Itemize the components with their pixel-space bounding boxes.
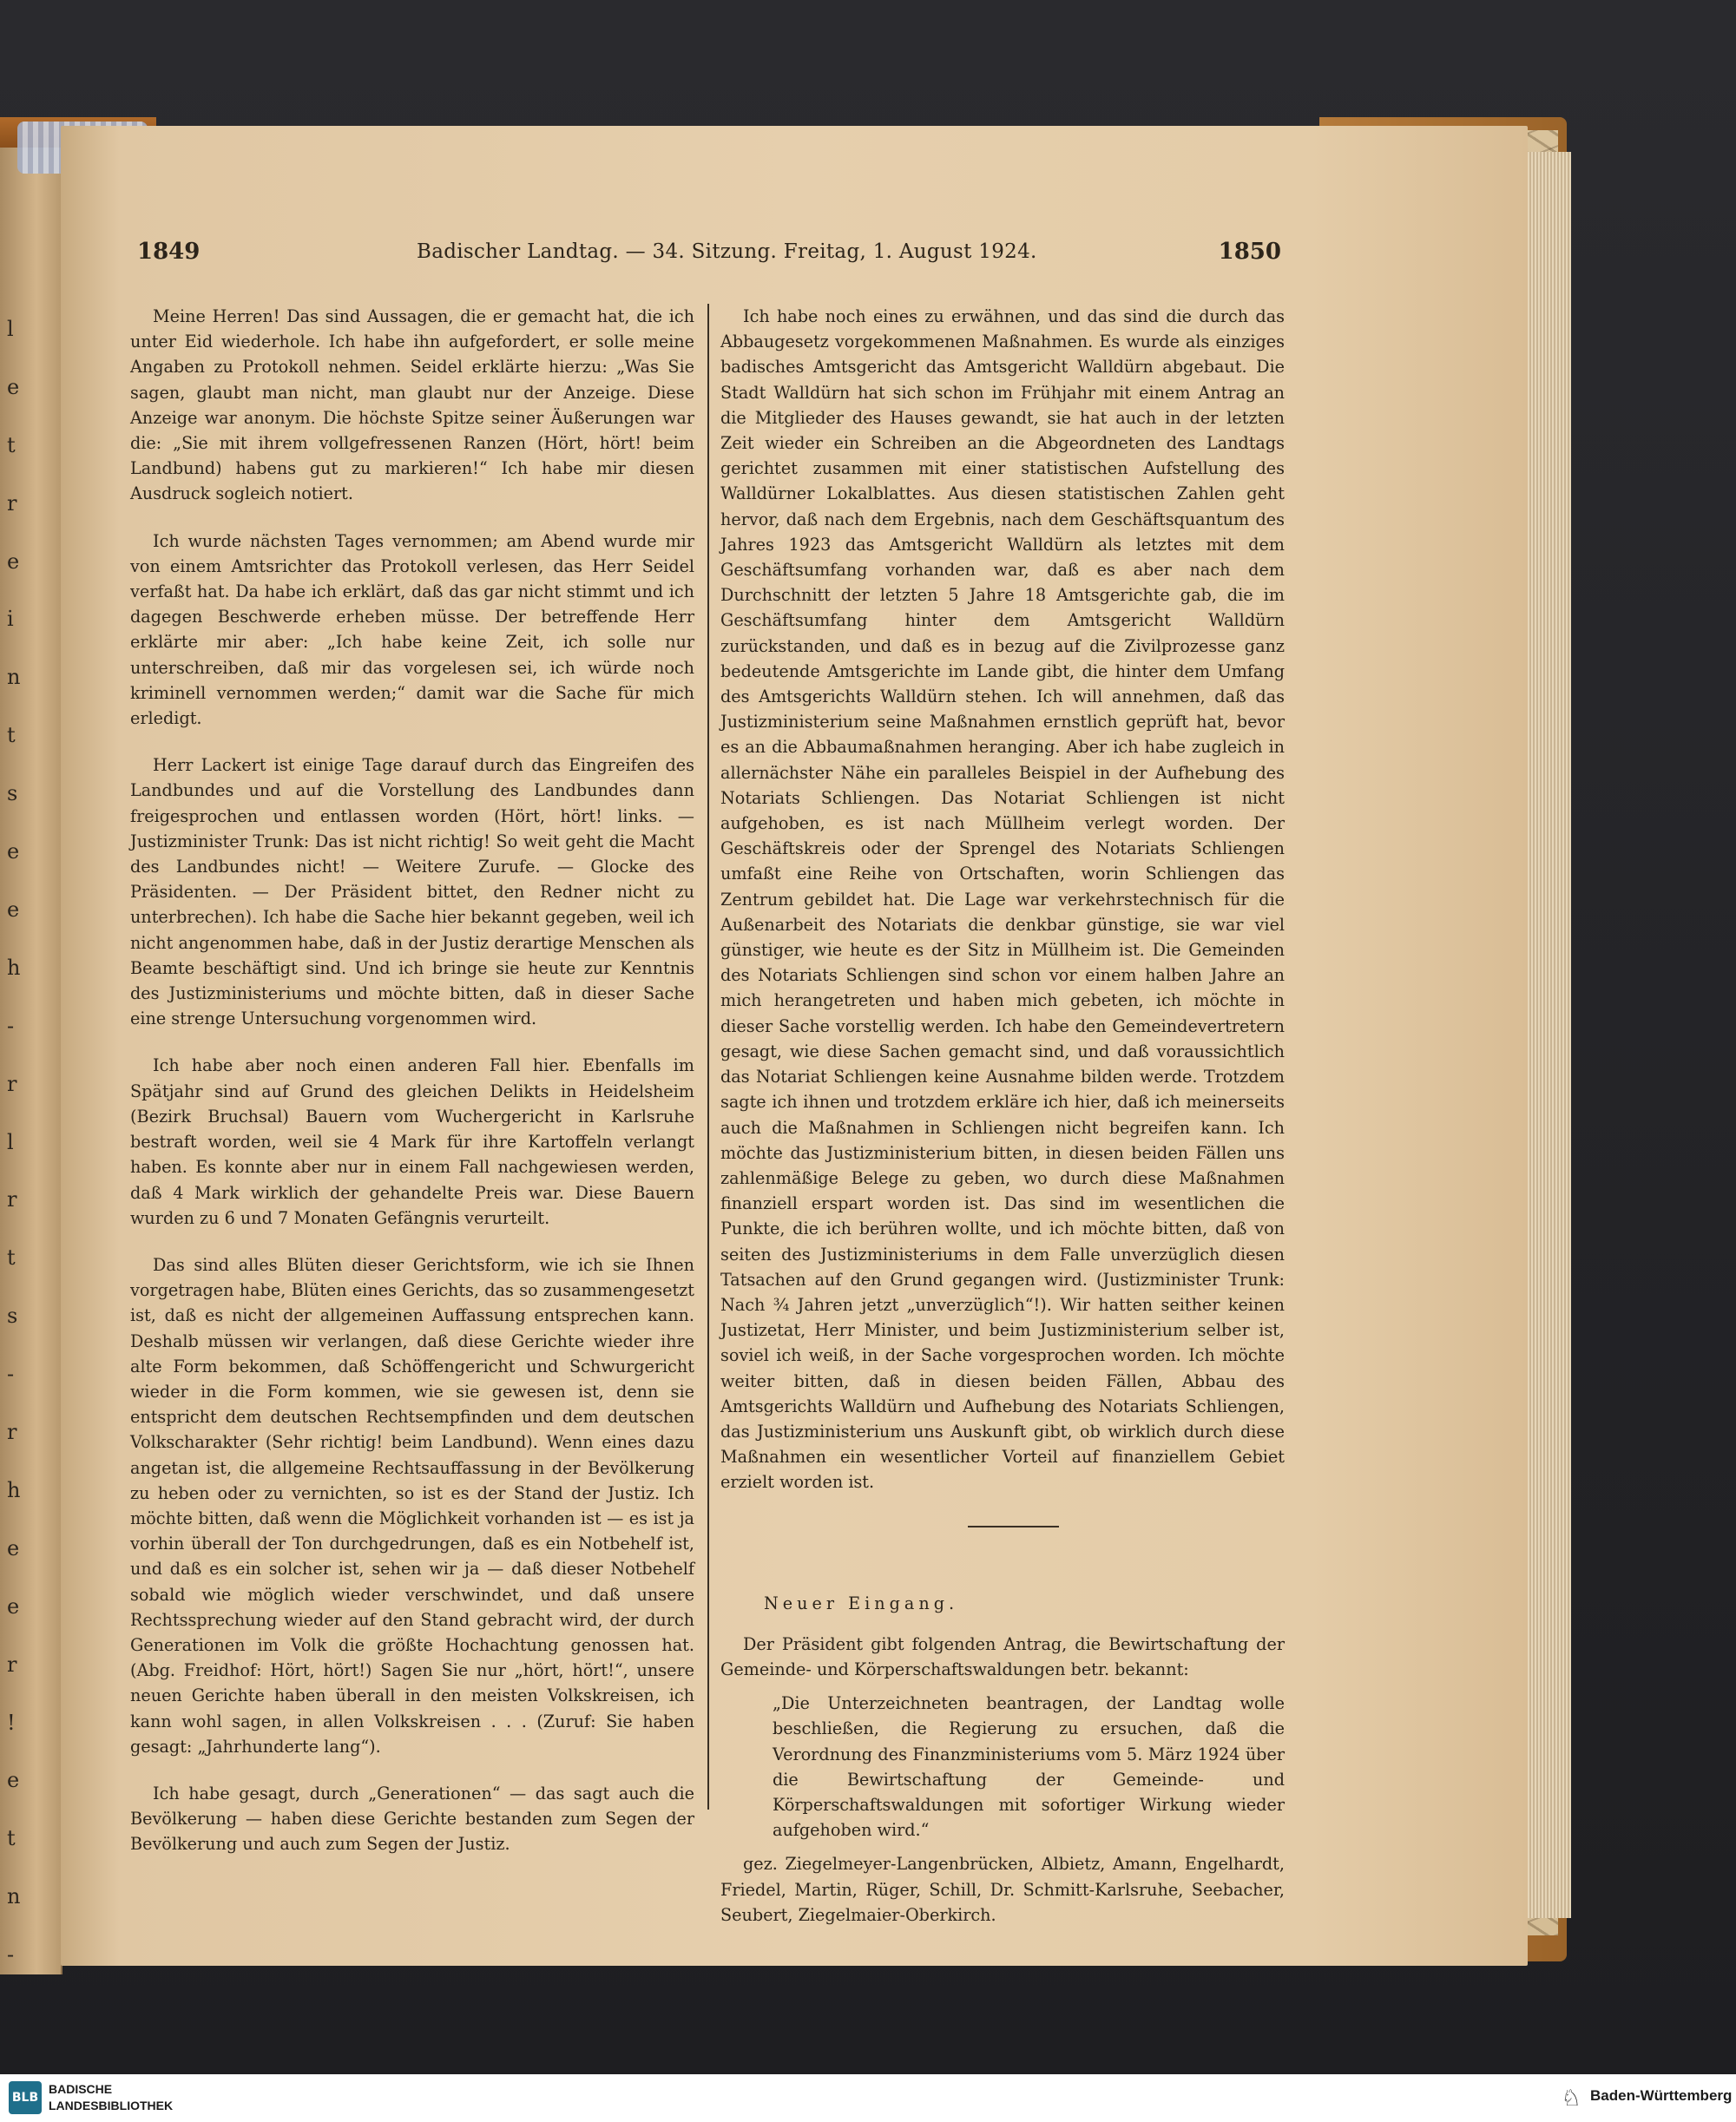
facing-page-fragment: e (7, 1768, 20, 1793)
section-heading: Neuer Eingang. (764, 1593, 959, 1613)
paragraph: Ich habe aber noch einen anderen Fall hier. Ebenfalls im Spätjahr sind auf Grund des gleichen Delikts in Heidelsheim (Bezirk Bruchsal) Bauern vom Wuchergericht in Karlsruhe bestraft worden, weil sie 4 Mark für ihre Kartoffeln verlangt haben. Es konnte aber nur in einem Fall nachgewiesen werden, daß 4 Mark wirklich der gehandelte Preis war. Diese Bauern wurden zu 6 und 7 Monaten Gefängnis verurteilt. (130, 1055, 694, 1228)
page-number-right: 1850 (1218, 239, 1281, 265)
paragraph: Der Präsident gibt folgenden Antrag, die Bewirtschaftung der Gemeinde- und Körperschaftswaldungen betr. bekannt: (720, 1633, 1285, 1679)
paragraph: Ich habe noch eines zu erwähnen, und das sind die durch das Abbaugesetz vorgekommenen Maßnahmen. Es wurde als einziges badisches Amtsgericht das Amtsgericht Walldürn abgebaut. Die Stadt Walldürn hat sich schon im Frühjahr mit einem Antrag an die Mitglieder des Hauses gewandt, sie hat auch in der letzten Zeit wieder ein Schreiben an die Abgeordneten des Landtags gerichtet zusammen mit einer statistischen Aufstellung des Walldürner Lokalblattes. Aus diesen statistischen Zahlen geht hervor, daß nach dem Ergebnis, nach dem Geschäftsquantum des Jahres 1923 das Amtsgericht Walldürn als letztes mit dem Geschäftsumfang vorhanden war, daß es aber nach dem Durchschnitt der letzten 5 Jahre 18 Amtsgerichte gab, die im Geschäftsumfang hinter dem Amtsgericht Walldürn zurückstanden, und daß es in bezug auf die Zivilprozesse ganz bedeutende Amtsgerichte im Lande gibt, die hinter dem Umfang des Amtsgerichts Walldürn stehen. Ich will annehmen, daß das Justizministerium seine Maßnahmen ernstlich geprüft hat, bevor es an die Abbaumaßnahmen heranging. Aber ich habe zugleich in allernächster Nähe ein paralleles Beispiel in der Aufhebung des Notariats Schliengen. Das Notariat Schliengen ist nicht aufgehoben, es ist nach Müllheim verlegt worden. Der Geschäftskreis oder der Sprengel des Notariats Schliengen umfaßt eine Reihe von Ortschaften, worin Schliengen das Zentrum gebildet hat. Die Lage war verkehrstechnisch für die Außenarbeit des Notariats die denkbar günstige, sie war viel günstiger, wie heute es der Sitz in Müllheim ist. Die Gemeinden des Notariats Schliengen sind schon vor einem halben Jahre an mich herangetreten und haben mich gebeten, ich möchte in dieser Sache vorstellig werden. Ich habe den Gemeindevertretern gesagt, wie diese Sachen gemacht sind, und daß voraussichtlich das Notariat Schliengen keine Ausnahme bilden werde. Trotzdem sagte ich ihnen und trotzdem erkläre ich hier, daß ich meinerseits auch die Maßnahmen in Schliengen nicht begreifen kann. Ich möchte das Justizministerium bitten, in diesen beiden Fällen uns zahlenmäßige Belege zu geben, wo durch diese Maßnahmen finanziell erspart worden ist. Das sind im wesentlichen die Punkte, die ich berühren wollte, und ich möchte bitten, daß von seiten des Justizministeriums in dem Falle unverzüglich diesen Tatsachen auf den Grund gegangen wird. (Justizminister Trunk: Nach ¾ Jahren jetzt „unverzüglich“!). Wir hatten seither keinen Justizetat, Herr Minister, und beim Justizministerium selber ist, soviel ich weiß, in der Sache vorgesprochen worden. Ich möchte weiter bitten, daß in diesen beiden Fällen, Abbau des Amtsgerichts Walldürn und Aufhebung des Notariats Schliengen, das Justizministerium uns Auskunft gibt, ob wirklich durch diese Maßnahmen ein wesentlicher Vorteil auf finanziellem Gebiet erzielt worden ist. (720, 306, 1285, 1493)
facing-page-fragment: r (7, 1071, 17, 1096)
facing-page-fragment: ! (7, 1710, 16, 1735)
facing-page-fragment: e (7, 897, 20, 922)
paragraph: Meine Herren! Das sind Aussagen, die er gemacht hat, die ich unter Eid wiederhole. Ich habe ihn aufgefordert, er solle meine Angaben zu Protokoll nehmen. Seidel erklärte hierzu: „Was Sie sagen, glaubt man nicht, man glaubt nur der Anzeige. Diese Anzeige war anonym. Die höchste Spitze seiner Äußerungen war die: „Sie mit ihrem vollgefressenen Ranzen (Hört, hört! beim Landbund) habens gut zu markieren!“ Ich habe mir diesen Ausdruck sogleich notiert. (130, 306, 694, 504)
paragraph: Ich habe gesagt, durch „Generationen“ — das sagt auch die Bevölkerung — haben diese Gerichte bestanden zum Segen der Bevölkerung und auch zum Segen der Justiz. (130, 1783, 694, 1855)
signatories: gez. Ziegelmeyer-Langenbrücken, Albietz, Amann, Engelhardt, Friedel, Martin, Rüger, Schill, Dr. Schmitt-Karlsruhe, Seebacher, Seubert, Ziegelmaier-Oberkirch. (720, 1854, 1285, 1925)
facing-page-fragment: r (7, 1652, 17, 1677)
facing-page-fragment: t (7, 1245, 16, 1271)
facing-page-fragment: e (7, 374, 20, 399)
running-title: Badischer Landtag. — 34. Sitzung. Freitag, 1. August 1924. (417, 240, 1037, 263)
facing-page-fragment: e (7, 1535, 20, 1560)
facing-page-fragment: r (7, 490, 17, 516)
facing-page-fragment: r (7, 1187, 17, 1212)
paragraph: Herr Lackert ist einige Tage darauf durch das Eingreifen des Landbundes und auf die Vorstellung des Landbundes dann freigesprochen und entlassen worden (Hört, hört! links. — Justizminister Trunk: Das ist nicht richtig! So weit geht die Macht des Landbundes nicht! — Weitere Zurufe. — Glocke des Präsidenten. — Der Präsident bittet, den Redner nicht zu unterbrechen). Ich habe die Sache hier bekannt gegeben, weil ich nicht angenommen habe, daß in der Justiz derartige Menschen als Beamte beschäftigt sind. Und ich bringe sie heute zur Kenntnis des Justizministeriums und möchte bitten, daß in dieser Sache eine strenge Untersuchung vorgenommen wird. (130, 755, 694, 1029)
library-name: BADISCHE LANDESBIBLIOTHEK (49, 2082, 174, 2112)
facing-page-fragment: r (7, 1420, 17, 1445)
facing-page-fragment: n (7, 1884, 21, 1909)
page-header (130, 239, 1281, 273)
column-divider (707, 304, 709, 1810)
facing-page-fragment: e (7, 839, 20, 864)
facing-page-fragment: i (7, 607, 14, 632)
left-page-sliver (0, 126, 62, 1974)
paragraph: Das sind alles Blüten dieser Gerichtsform, wie ich sie Ihnen vorgetragen habe, Blüten eines Gerichts, das so zusammengesetzt ist, daß es nicht der allgemeinen Auffassung entsprechen kann. Deshalb müssen wir verlangen, daß diese Gerichte wieder ihre alte Form bekommen, daß Schöffengericht und Schwurgericht wieder in die Form kommen, wie sie gewesen ist, denn sie entspricht dem deutschen Rechtsempfinden und dem deutschen Volkscharakter (Sehr richtig! beim Landbund). Wenn eines dazu angetan ist, die allgemeine Rechtsauffassung in der Bevölkerung zu heben oder zu vernichten, so ist es der Stand der Justiz. Ich möchte bitten, daß wenn die Möglichkeit vorhanden ist — es ist ja vorhin überall der Ton durchgedrungen, daß es ein Notbehelf ist, und daß es ein solcher ist, sehen wir ja — daß dieser Notbehelf sobald wie möglich wieder verschwindet, und daß unsere Rechtssprechung wieder auf den Stand gebracht wird, der durch Generationen im Volk die größte Hochachtung genossen hat. (Abg. Freidhof: Hört, hört!) Sagen Sie nur „hört, hört!“, unsere neuen Gerichte haben überall in den meisten Volkskreisen, ich kann wohl sagen, in allen Volkskreisen . . . (Zuruf: Sie haben gesagt: „Jahrhunderte lang“). (130, 1254, 694, 1757)
facing-page-fragment: l (7, 317, 14, 341)
facing-page-fragment: - (7, 1362, 15, 1387)
facing-page-fragment: s (7, 781, 18, 806)
paragraph: Ich wurde nächsten Tages vernommen; am Abend wurde mir von einem Amtsrichter das Protokoll verlesen, das Herr Seidel verfaßt hat. Da habe ich erklärt, daß das gar nicht stimmt und ich dagegen Beschwerde erheben müsse. Der betreffende Herr erklärte mir aber: „Ich habe keine Zeit, ich solle nur unterschreiben, daß mir das vorgelesen sei, ich würde noch kriminell vernommen werden;“ damit war die Sache für mich erledigt. (130, 530, 694, 729)
facing-page-fragment: t (7, 723, 16, 748)
blb-logo-icon[interactable]: BLB (9, 2081, 42, 2114)
facing-page-fragment: t (7, 1826, 16, 1851)
facing-page-fragment: n (7, 665, 21, 690)
coat-of-arms-icon[interactable]: ♘ (1561, 2086, 1581, 2112)
section-separator (968, 1526, 1059, 1527)
motion-quote: „Die Unterzeichneten beantragen, der Landtag wolle beschließen, die Regierung zu ersuchen, daß die Verordnung des Finanzministeriums vom 5. März 1924 über die Bewirtschaftung der Gemeinde- und Körperschaftswaldungen mit sofortiger Wirkung wieder aufgehoben wird.“ (773, 1693, 1285, 1841)
facing-page-fragment: h (7, 955, 21, 980)
facing-page-fragment: l (7, 1129, 14, 1154)
page-number-left: 1849 (137, 239, 201, 265)
facing-page-fragment: e (7, 1593, 20, 1619)
facing-page-fragment: t (7, 432, 16, 457)
facing-page-fragment: - (7, 1013, 15, 1038)
text-column-left (130, 304, 694, 1857)
facing-page-fragment: - (7, 1942, 15, 1968)
facing-page-fragment: e (7, 549, 20, 574)
text-column-right (720, 304, 1285, 1928)
state-label: Baden-Württemberg (1590, 2087, 1733, 2104)
footer-bar (0, 2074, 1736, 2122)
facing-page-fragment: h (7, 1477, 21, 1502)
facing-page-fragment: s (7, 1304, 18, 1329)
